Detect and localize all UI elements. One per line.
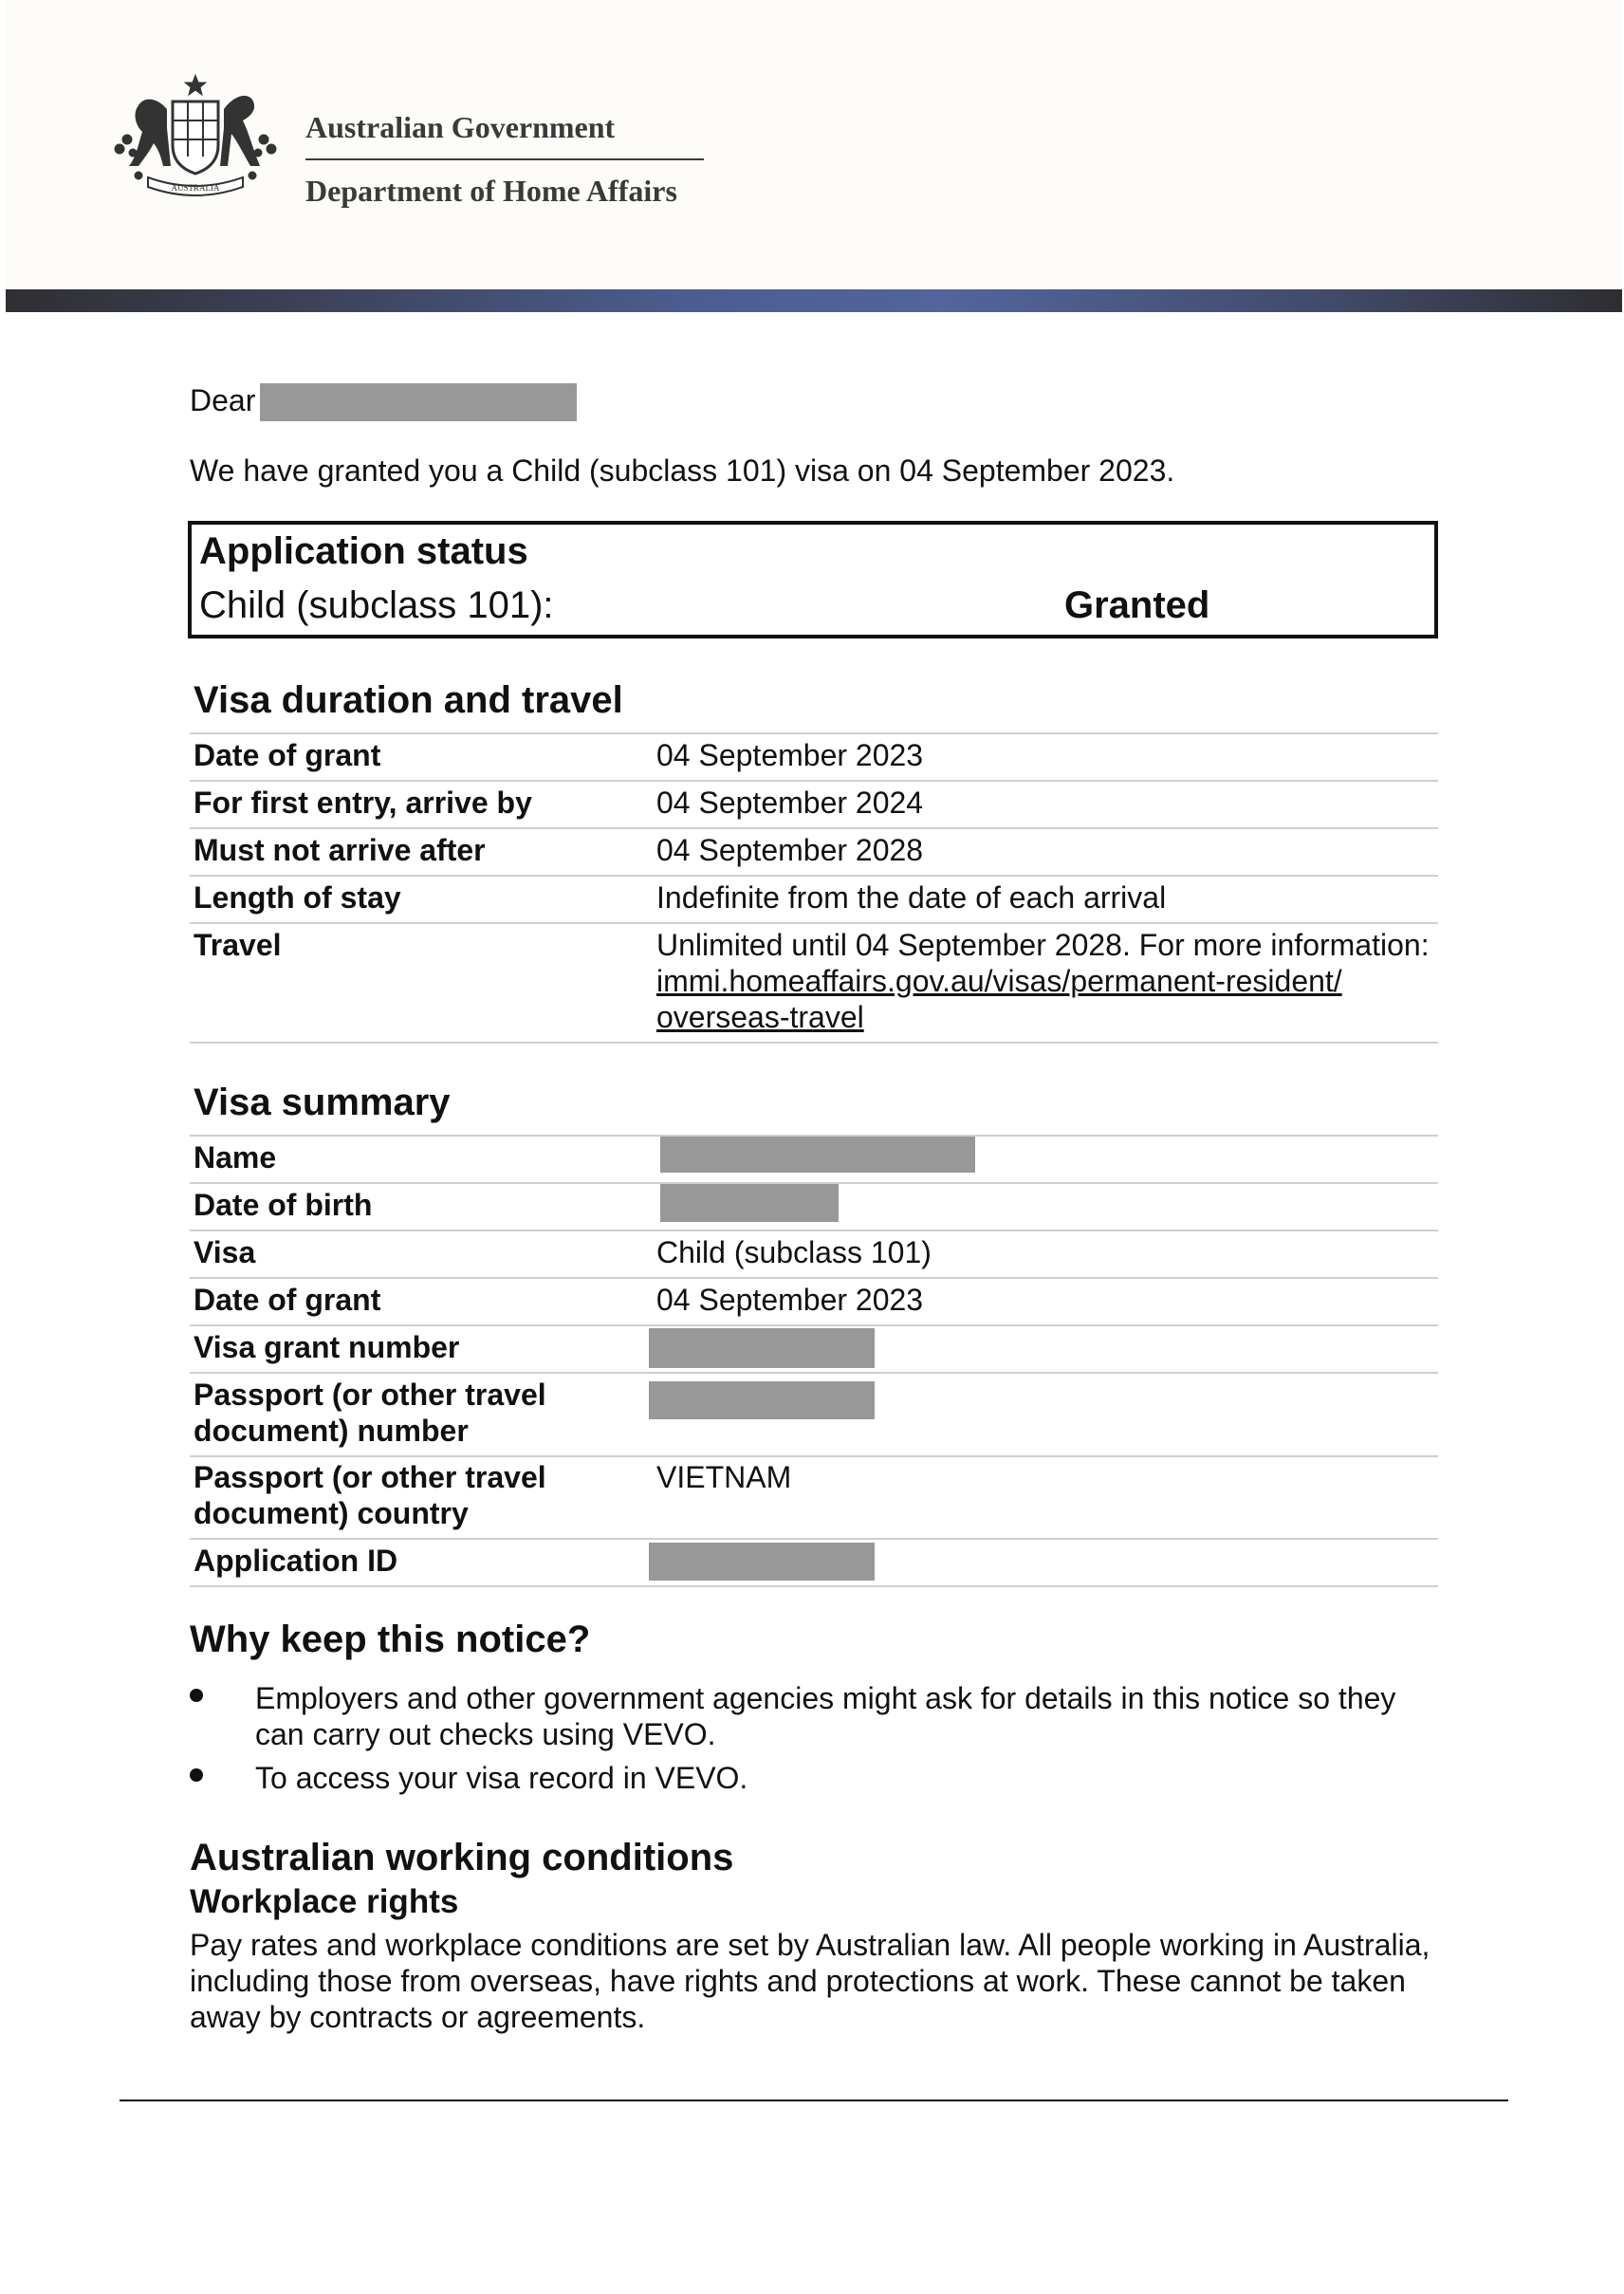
working-paragraph-line: including those from overseas, have rights and protections at work. These cannot be taken bbox=[190, 1964, 1406, 1998]
duration-label: Date of grant bbox=[194, 738, 381, 772]
working-conditions-heading: Australian working conditions bbox=[190, 1837, 734, 1878]
row-divider bbox=[190, 1585, 1438, 1587]
row-divider bbox=[190, 1042, 1438, 1044]
row-divider bbox=[190, 1538, 1438, 1540]
duration-value: 04 September 2028 bbox=[656, 833, 924, 867]
status-value: Granted bbox=[1064, 584, 1210, 626]
summary-label: Passport (or other travel bbox=[194, 1460, 546, 1494]
header-band bbox=[6, 289, 1622, 312]
redacted-name bbox=[260, 383, 577, 421]
workplace-rights-subheading: Workplace rights bbox=[190, 1883, 459, 1920]
government-name: Australian Government bbox=[305, 110, 616, 144]
status-title: Application status bbox=[199, 530, 528, 572]
row-divider bbox=[190, 1324, 1438, 1326]
row-divider bbox=[190, 732, 1438, 734]
row-divider bbox=[190, 1372, 1438, 1374]
summary-heading: Visa summary bbox=[194, 1082, 451, 1123]
summary-label: Visa grant number bbox=[194, 1330, 460, 1364]
keep-notice-heading: Why keep this notice? bbox=[190, 1619, 591, 1660]
redacted-grant-number bbox=[649, 1328, 875, 1368]
summary-label: Date of birth bbox=[194, 1188, 373, 1222]
row-divider bbox=[190, 922, 1438, 924]
letterhead bbox=[6, 0, 1622, 289]
row-divider bbox=[190, 875, 1438, 877]
duration-value: 04 September 2023 bbox=[656, 738, 924, 772]
summary-label: Visa bbox=[194, 1235, 256, 1269]
row-divider bbox=[190, 1277, 1438, 1279]
keep-notice-bullet-continued: can carry out checks using VEVO. bbox=[255, 1717, 716, 1751]
bullet-icon bbox=[190, 1768, 203, 1782]
summary-value: 04 September 2023 bbox=[656, 1283, 924, 1317]
coat-of-arms-icon bbox=[101, 71, 290, 213]
summary-label: Passport (or other travel bbox=[194, 1378, 546, 1412]
duration-value: 04 September 2024 bbox=[656, 786, 924, 820]
summary-label: Application ID bbox=[194, 1544, 398, 1578]
svg-text:AUSTRALIA: AUSTRALIA bbox=[171, 183, 220, 193]
travel-info-link[interactable]: immi.homeaffairs.gov.au/visas/permanent-resident/ bbox=[656, 964, 1342, 998]
summary-label: Date of grant bbox=[194, 1283, 381, 1317]
greeting: Dear bbox=[190, 383, 256, 417]
bullet-icon bbox=[190, 1689, 203, 1702]
summary-label-continued: document) number bbox=[194, 1414, 469, 1448]
duration-heading: Visa duration and travel bbox=[194, 679, 623, 721]
grant-intro: We have granted you a Child (subclass 101) visa on 04 September 2023. bbox=[190, 453, 1175, 488]
summary-value: VIETNAM bbox=[656, 1460, 792, 1494]
letterhead-divider bbox=[305, 158, 704, 160]
status-label: Child (subclass 101): bbox=[199, 584, 554, 626]
keep-notice-bullet: Employers and other government agencies might ask for details in this notice so they bbox=[255, 1681, 1396, 1715]
row-divider bbox=[190, 780, 1438, 782]
working-paragraph-line: Pay rates and workplace conditions are set by Australian law. All people working in Australia, bbox=[190, 1928, 1430, 1962]
duration-label: Travel bbox=[194, 928, 282, 962]
redacted-name-value bbox=[660, 1137, 975, 1173]
duration-value: Unlimited until 04 September 2028. For more information: bbox=[656, 928, 1430, 962]
department-name: Department of Home Affairs bbox=[305, 174, 677, 208]
summary-value: Child (subclass 101) bbox=[656, 1235, 932, 1269]
footer-divider bbox=[120, 2100, 1508, 2101]
working-paragraph-line: away by contracts or agreements. bbox=[190, 2000, 646, 2034]
row-divider bbox=[190, 827, 1438, 829]
row-divider bbox=[190, 1230, 1438, 1231]
redacted-application-id bbox=[649, 1543, 875, 1581]
row-divider bbox=[190, 1455, 1438, 1457]
summary-label: Name bbox=[194, 1140, 277, 1175]
duration-label: Length of stay bbox=[194, 880, 401, 915]
redacted-passport-number bbox=[649, 1381, 875, 1419]
keep-notice-bullet: To access your visa record in VEVO. bbox=[255, 1761, 748, 1795]
summary-label-continued: document) country bbox=[194, 1496, 469, 1530]
application-status-box bbox=[188, 521, 1438, 638]
duration-label: Must not arrive after bbox=[194, 833, 486, 867]
travel-info-link-continued[interactable]: overseas-travel bbox=[656, 1000, 864, 1034]
duration-label: For first entry, arrive by bbox=[194, 786, 532, 820]
redacted-dob-value bbox=[660, 1184, 839, 1222]
duration-value: Indefinite from the date of each arrival bbox=[656, 880, 1167, 915]
